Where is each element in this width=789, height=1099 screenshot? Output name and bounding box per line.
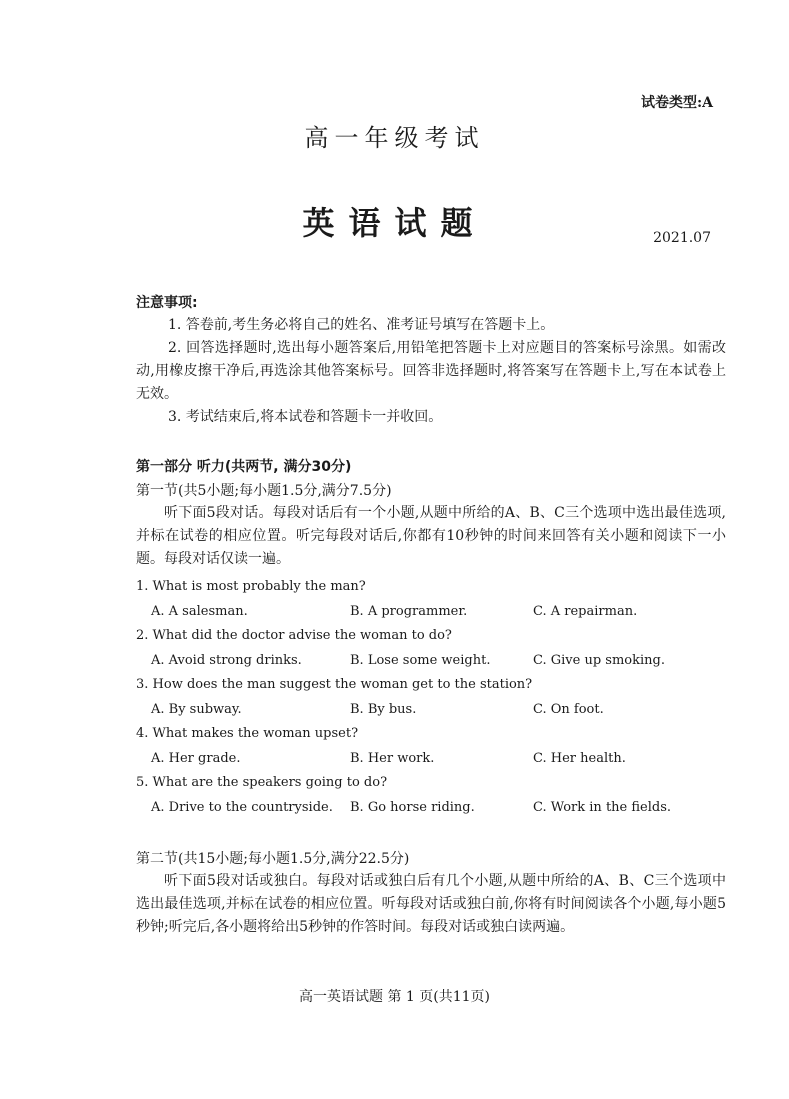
subject-title: 英语试题	[302, 204, 487, 242]
option-a: A. Drive to the countryside.	[151, 800, 333, 815]
question-stem: 4. What makes the woman upset?	[136, 726, 359, 741]
notice-item-2: 2. 回答选择题时,选出每小题答案后,用铅笔把答题卡上对应题目的答案标号涂黑。如需改动,用橡皮擦干净后,再选涂其他答案标号。回答非选择题时,将答案写在答题卡上,写在本试卷上无效。	[136, 340, 726, 402]
question-options	[136, 746, 736, 771]
question-stem: 1. What is most probably the man?	[136, 579, 366, 594]
question-3	[136, 673, 736, 722]
question-stem: 3. How does the man suggest the woman get to the station?	[136, 677, 533, 692]
section-1-heading: 第一节(共5小题;每小题1.5分,满分7.5分)	[136, 483, 392, 499]
question-options	[136, 648, 736, 673]
option-a: A. Avoid strong drinks.	[151, 653, 302, 668]
exam-title: 高一年级考试	[304, 124, 485, 152]
section-2-instructions: 听下面5段对话或独白。每段对话或独白后有几个小题,从题中所给的A、B、C三个选项中选出最佳选项,并标在试卷的相应位置。听每段对话或独白前,你将有时间阅读各个小题,每小题5秒钟;听完后,各小题将给出5秒钟的作答时间。每段对话或独白读两遍。	[136, 873, 726, 935]
notice-item-3: 3. 考试结束后,将本试卷和答题卡一并收回。	[168, 409, 443, 425]
question-stem: 5. What are the speakers going to do?	[136, 775, 388, 790]
question-options	[136, 697, 736, 722]
question-1	[136, 575, 736, 624]
option-b: B. Go horse riding.	[350, 800, 475, 815]
exam-date: 2021.07	[653, 230, 711, 246]
question-5	[136, 771, 736, 820]
option-b: B. Lose some weight.	[350, 653, 491, 668]
option-b: B. Her work.	[350, 751, 435, 766]
option-b: B. By bus.	[350, 702, 417, 717]
option-c: C. A repairman.	[533, 604, 638, 619]
question-options	[136, 795, 736, 820]
notice-heading: 注意事项:	[136, 295, 198, 311]
notice-item-1: 1. 答卷前,考生务必将自己的姓名、准考证号填写在答题卡上。	[168, 317, 555, 333]
option-a: A. By subway.	[151, 702, 242, 717]
option-c: C. On foot.	[533, 702, 604, 717]
option-c: C. Her health.	[533, 751, 626, 766]
section-2-heading: 第二节(共15小题;每小题1.5分,满分22.5分)	[136, 851, 410, 867]
option-a: A. A salesman.	[151, 604, 248, 619]
question-options	[136, 599, 736, 624]
question-4	[136, 722, 736, 771]
option-b: B. A programmer.	[350, 604, 468, 619]
question-2	[136, 624, 736, 673]
part-heading: 第一部分 听力(共两节, 满分30分)	[136, 459, 352, 475]
paper-type-label: 试卷类型:A	[640, 95, 713, 111]
question-stem: 2. What did the doctor advise the woman to do?	[136, 628, 452, 643]
section-1-instructions: 听下面5段对话。每段对话后有一个小题,从题中所给的A、B、C三个选项中选出最佳选项,并标在试卷的相应位置。听完每段对话后,你都有10秒钟的时间来回答有关小题和阅读下一小题。每段对话仅读一遍。	[136, 505, 726, 567]
option-c: C. Work in the fields.	[533, 800, 672, 815]
option-a: A. Her grade.	[151, 751, 241, 766]
page-footer: 高一英语试题 第 1 页(共11页)	[299, 989, 490, 1005]
option-c: C. Give up smoking.	[533, 653, 665, 668]
